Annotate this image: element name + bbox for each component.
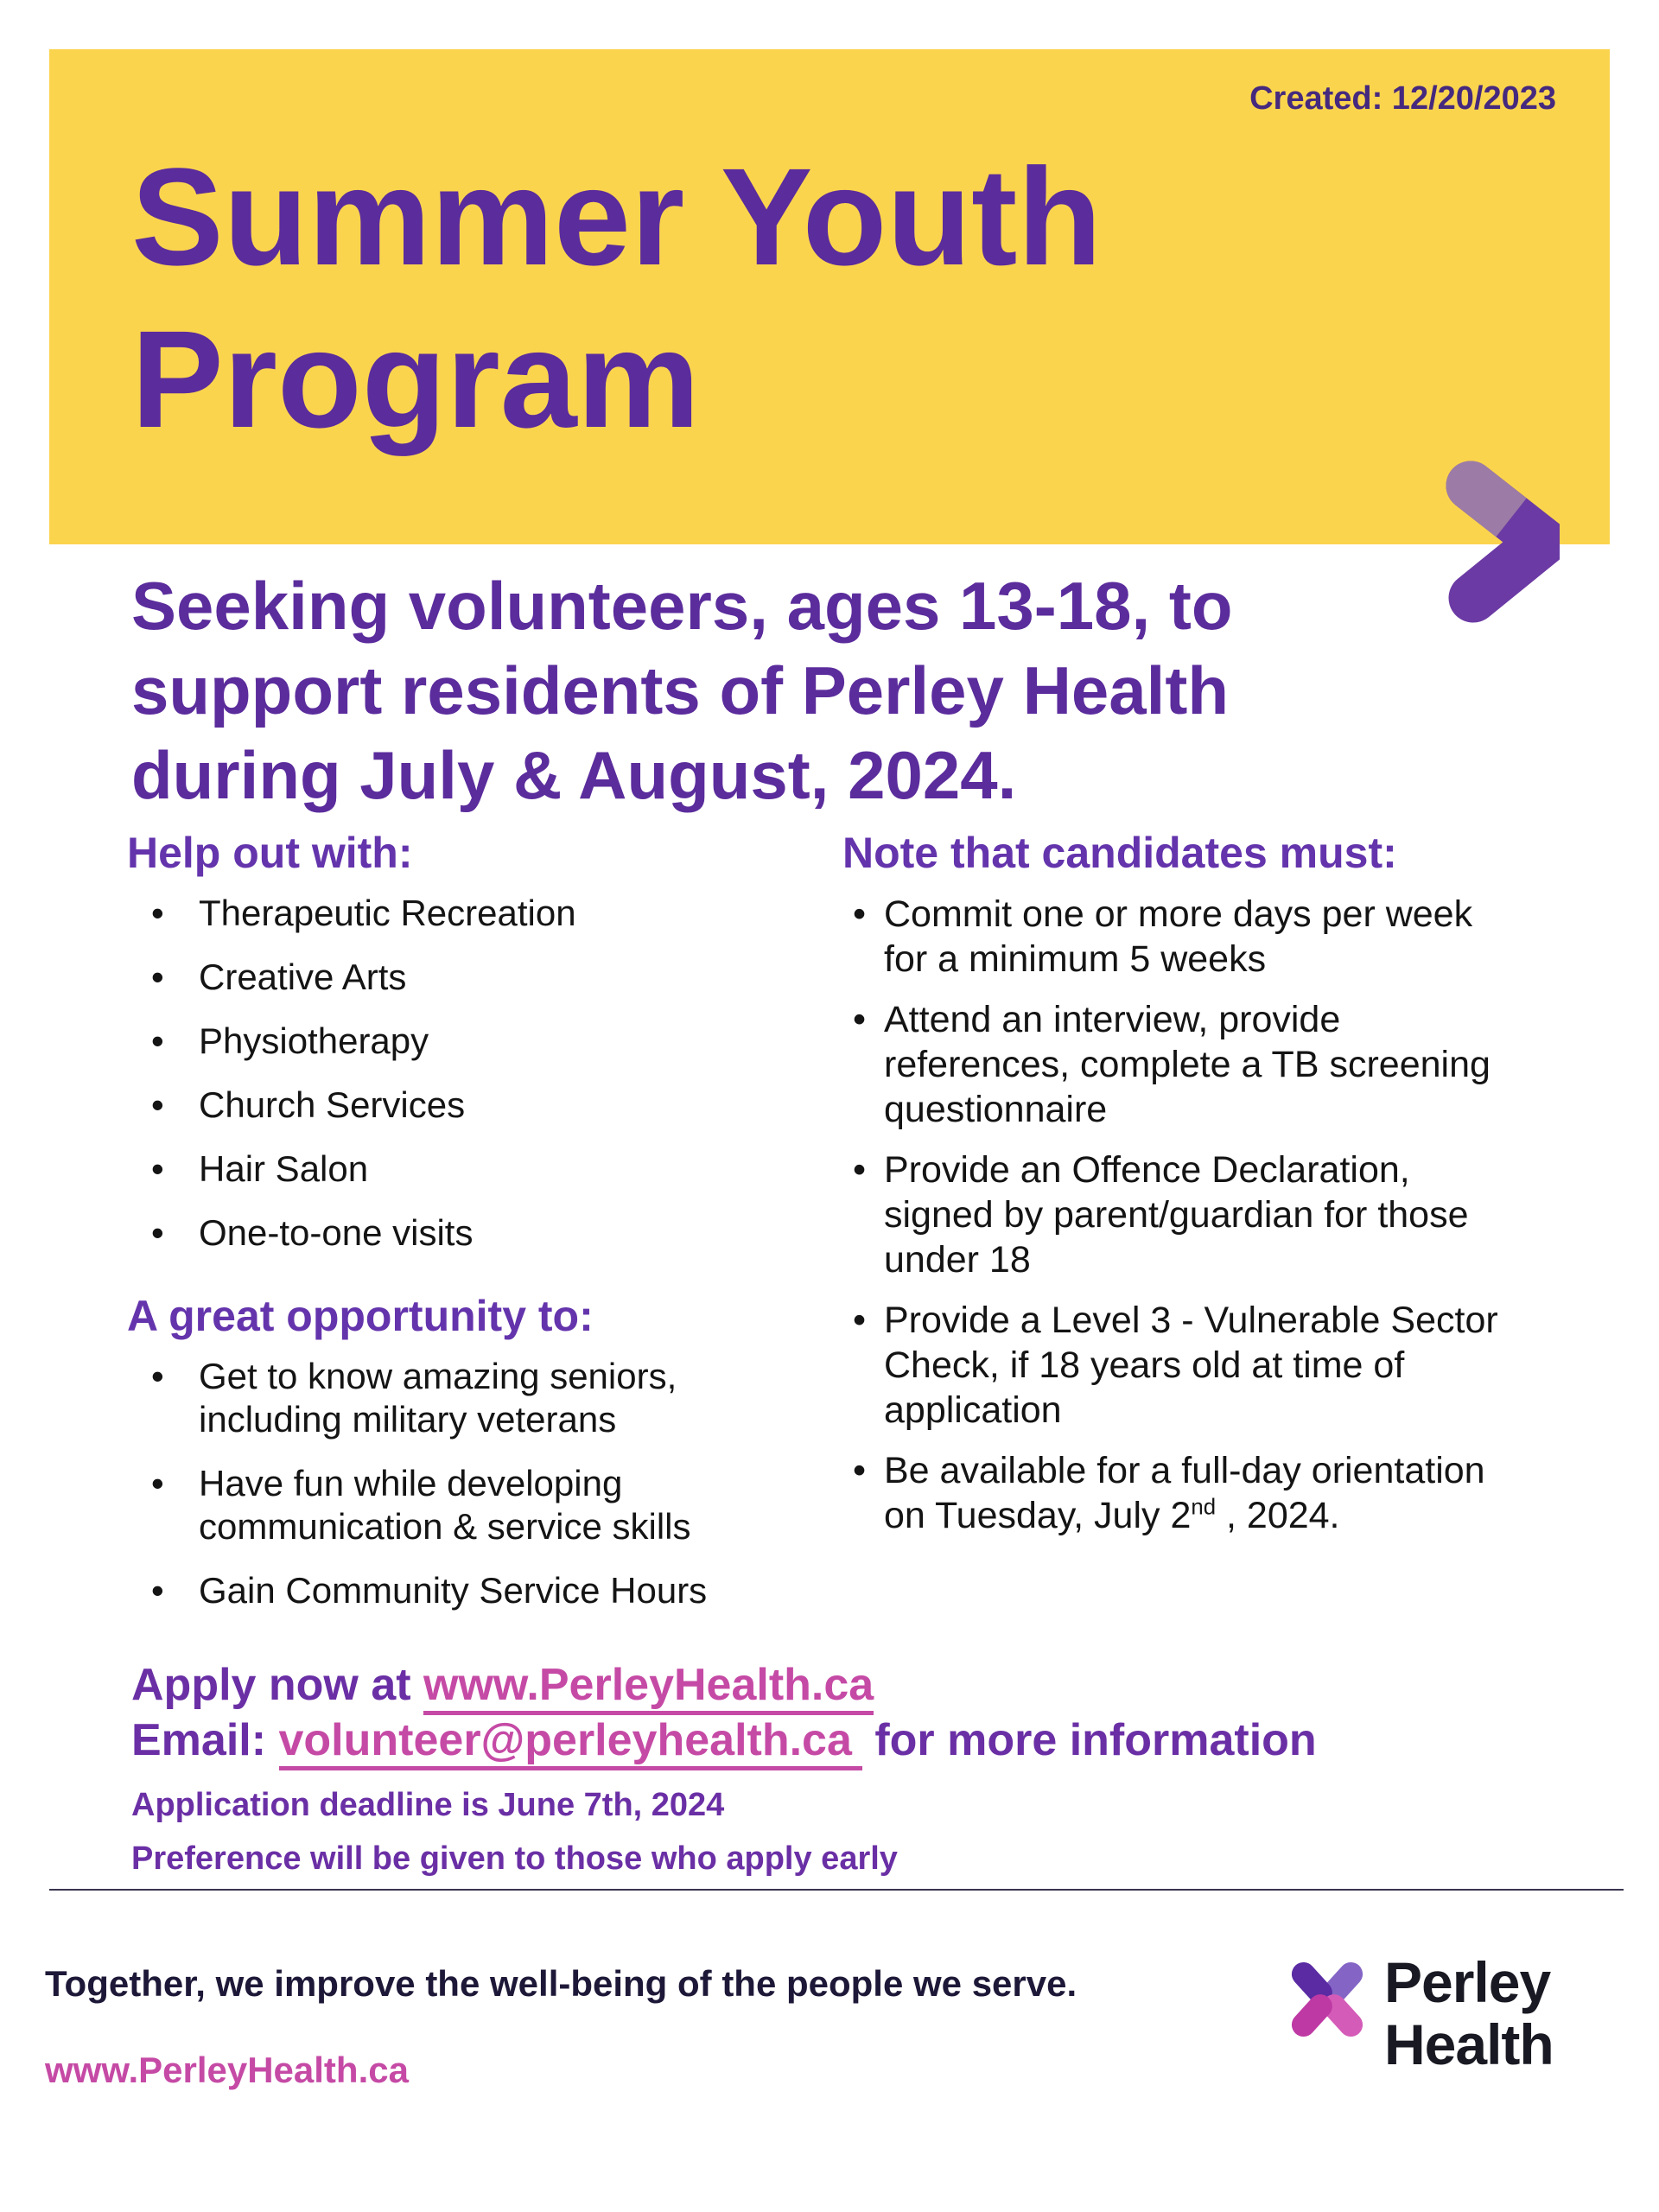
list-item: • Gain Community Service Hours xyxy=(127,1569,766,1612)
list-item: • Physiotherapy xyxy=(127,1020,766,1063)
page-title xyxy=(131,136,1102,461)
list-item: • Get to know amazing seniors, including military veterans xyxy=(127,1355,766,1441)
logo-wordmark: Perley Health xyxy=(1384,1950,1554,2076)
footer-divider xyxy=(49,1889,1624,1891)
perley-logo-icon xyxy=(1289,1956,1365,2043)
help-section-heading: Help out with: xyxy=(127,829,413,877)
list-item: • Hair Salon xyxy=(127,1147,766,1191)
help-list xyxy=(127,892,766,1255)
header-banner xyxy=(49,49,1610,544)
created-date: Created: 12/20/2023 xyxy=(1249,80,1556,117)
intro-line3: during July & August, 2024. xyxy=(131,737,1017,813)
website-link[interactable]: www.PerleyHealth.ca xyxy=(423,1660,874,1715)
intro-line2: support residents of Perley Health xyxy=(131,652,1229,728)
intro-heading xyxy=(131,563,1233,817)
ordinal-superscript: nd xyxy=(1191,1495,1217,1520)
notes-section xyxy=(842,828,1551,1554)
footer-tagline: Together, we improve the well-being of the people we serve. xyxy=(45,1963,1077,2004)
notes-section-heading: Note that candidates must: xyxy=(842,829,1397,877)
email-line: Email: volunteer@perleyhealth.ca for more information xyxy=(131,1713,1317,1768)
perley-health-logo xyxy=(1289,1951,1554,2075)
footer-website-link[interactable]: www.PerleyHealth.ca xyxy=(45,2050,409,2090)
list-item: • Creative Arts xyxy=(127,956,766,999)
apply-line: Apply now at www.PerleyHealth.ca xyxy=(131,1657,1317,1713)
list-item: • Commit one or more days per week for a minimum 5 weeks xyxy=(842,892,1551,982)
intro-line1: Seeking volunteers, ages 13-18, to xyxy=(131,568,1233,644)
list-item: • Provide a Level 3 - Vulnerable Sector Check, if 18 years old at time of application xyxy=(842,1298,1551,1433)
page-title-line1: Summer Youth xyxy=(131,139,1103,294)
list-item: • Therapeutic Recreation xyxy=(127,892,766,935)
opportunity-section-heading: A great opportunity to: xyxy=(127,1292,594,1340)
deadline-block xyxy=(131,1778,898,1885)
deadline-text: Application deadline is June 7th, 2024 xyxy=(131,1787,725,1823)
list-item: • Attend an interview, provide references, complete a TB screening questionnaire xyxy=(842,997,1551,1132)
list-item: • One-to-one visits xyxy=(127,1211,766,1255)
opportunity-section xyxy=(127,1291,766,1633)
list-item: • Church Services xyxy=(127,1084,766,1127)
list-item: • Be available for a full-day orientation on Tuesday, July 2nd , 2024. xyxy=(842,1448,1551,1538)
chevron-icon xyxy=(1421,449,1560,635)
email-link[interactable]: volunteer@perleyhealth.ca xyxy=(279,1715,862,1770)
page-title-line2: Program xyxy=(131,302,700,456)
list-item: • Provide an Offence Declaration, signed by parent/guardian for those under 18 xyxy=(842,1147,1551,1282)
apply-block xyxy=(131,1657,1317,1768)
preference-text: Preference will be given to those who apply early xyxy=(131,1840,898,1877)
help-section xyxy=(127,828,766,1275)
opportunity-list xyxy=(127,1355,766,1612)
notes-list xyxy=(842,892,1551,1538)
list-item: • Have fun while developing communication & service skills xyxy=(127,1462,766,1548)
